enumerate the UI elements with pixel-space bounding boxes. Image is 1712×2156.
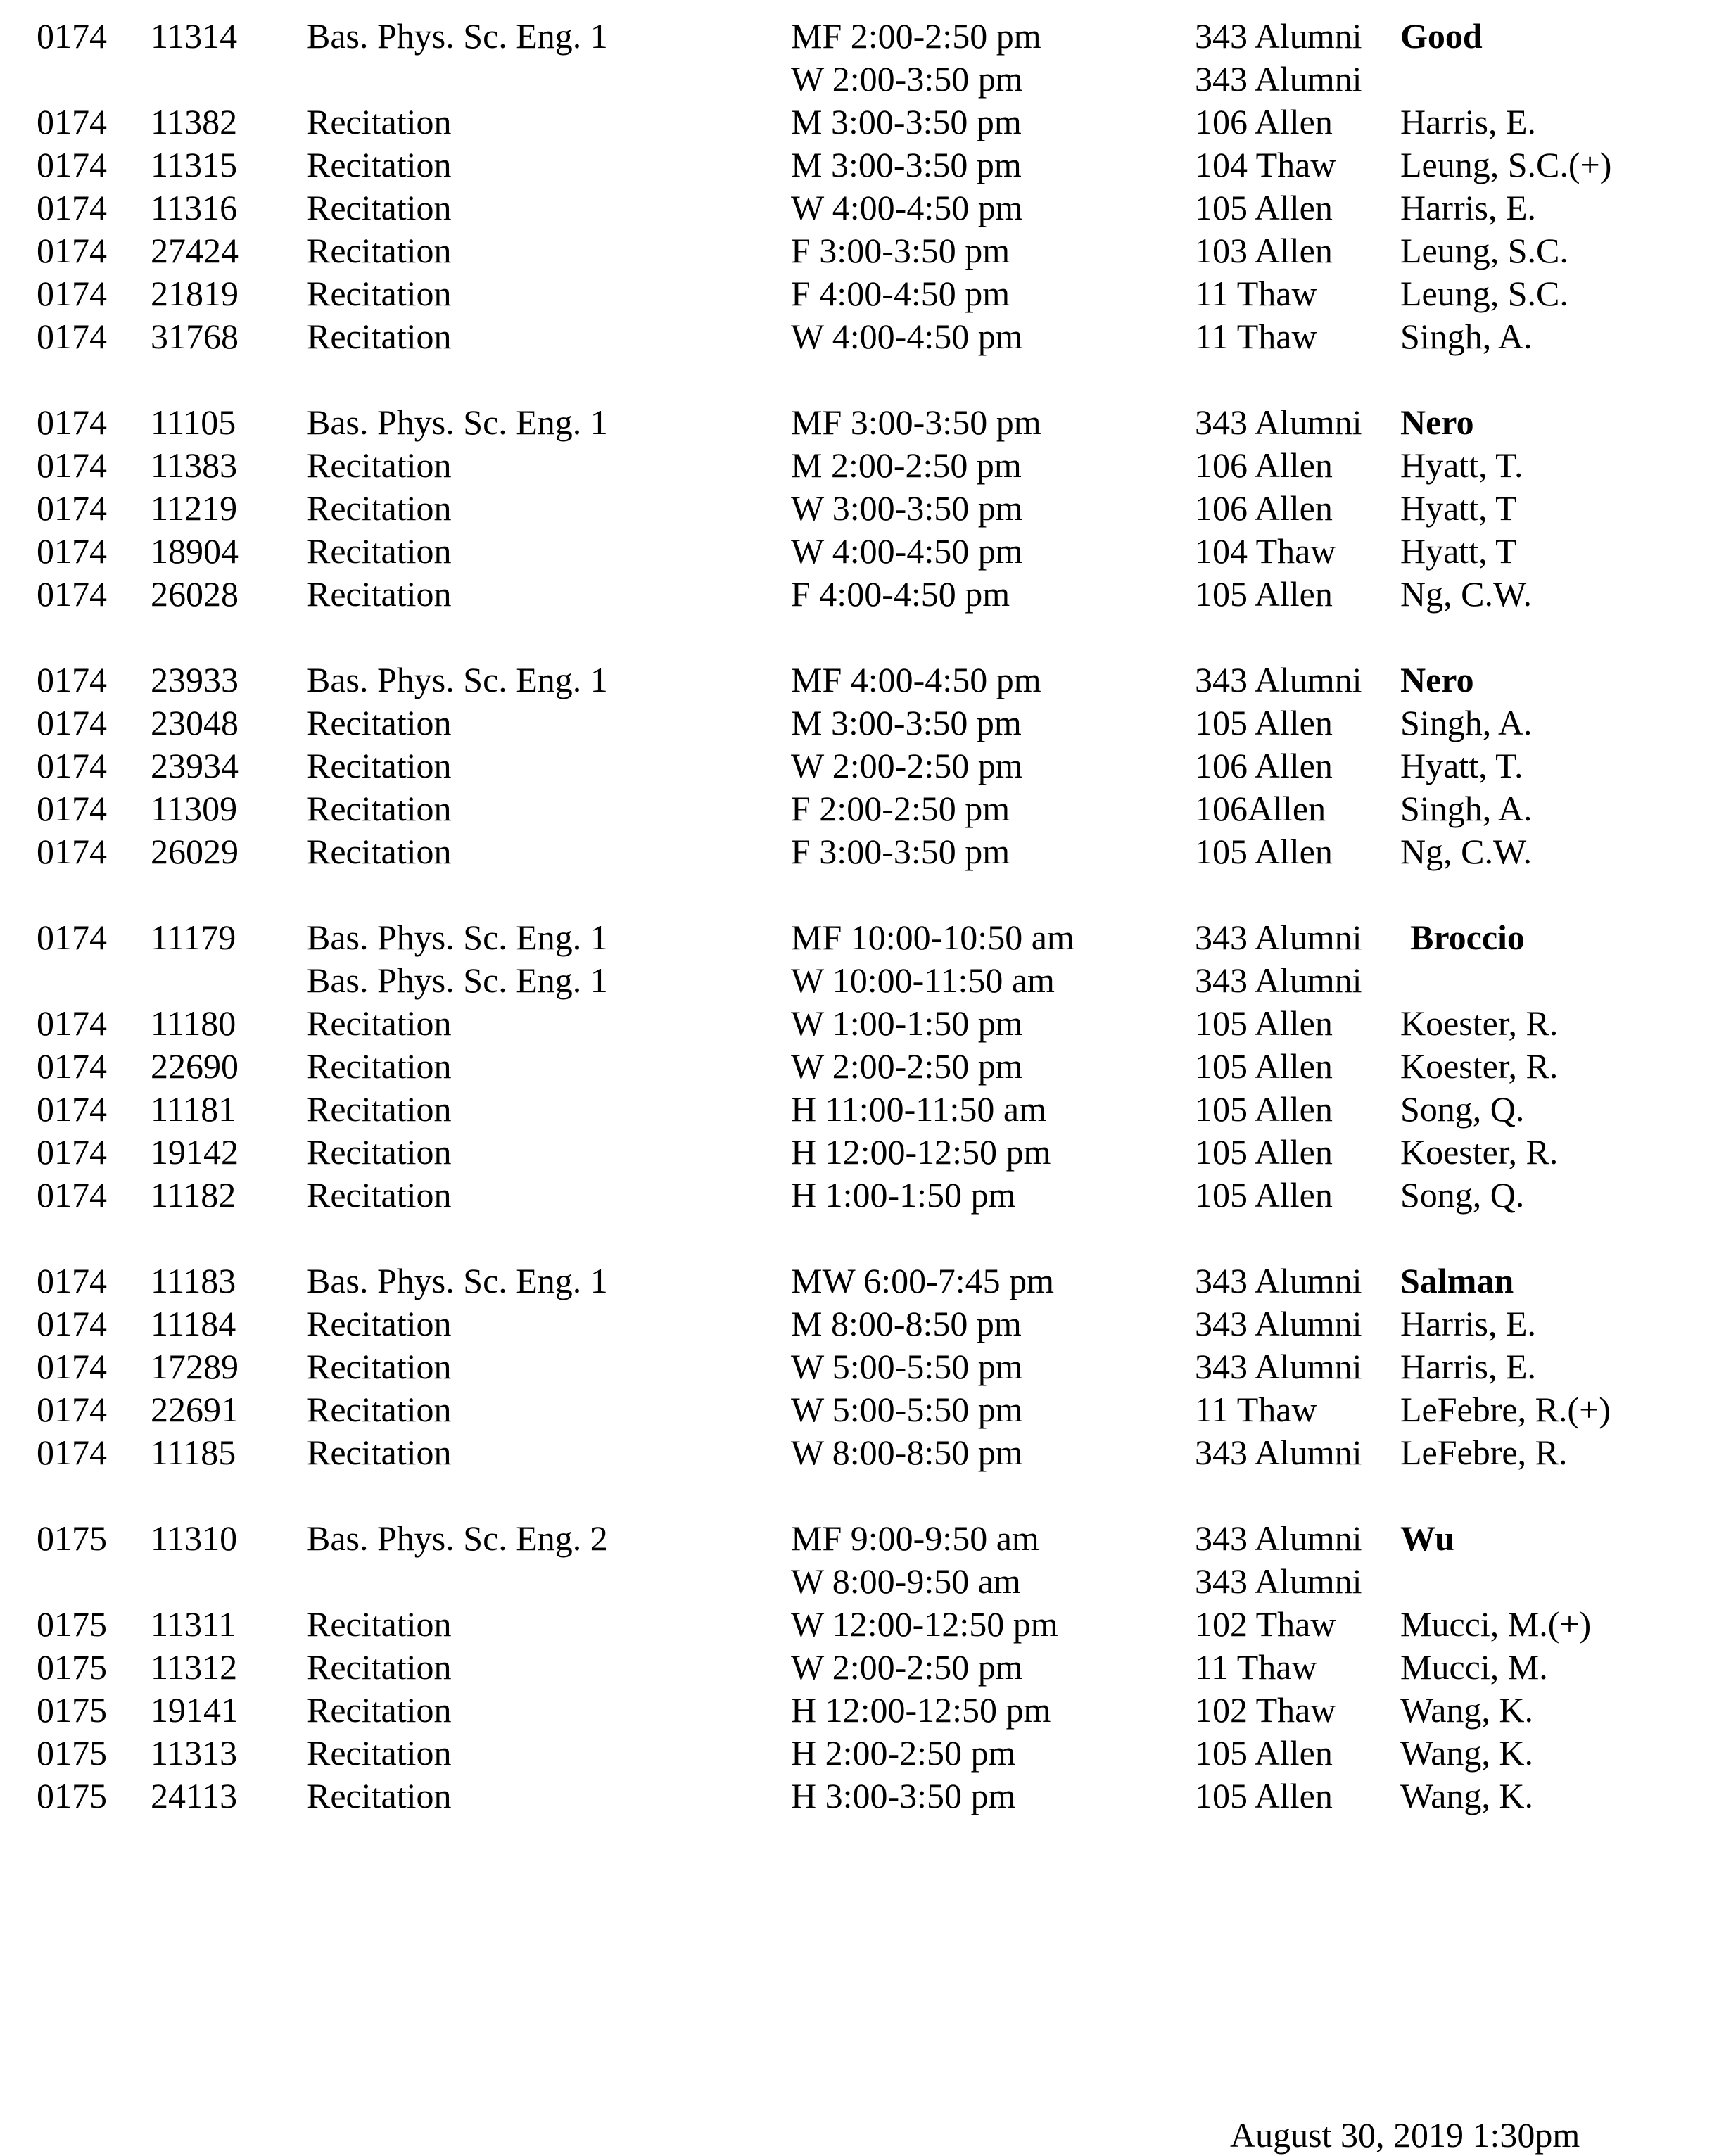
instructor: Song, Q. [1400, 1175, 1525, 1215]
instructor: LeFebre, R. [1400, 1433, 1568, 1472]
course-title: Bas. Phys. Sc. Eng. 1 [307, 660, 608, 699]
course-number: 0174 [37, 1003, 107, 1043]
room: 343 Alumni [1195, 660, 1362, 699]
meeting-time: M 2:00-2:50 pm [791, 445, 1022, 485]
course-number: 0175 [37, 1690, 107, 1730]
lecture-row [0, 1255, 1712, 1298]
meeting-time: W 2:00-2:50 pm [791, 746, 1023, 785]
class-number: 11185 [151, 1433, 236, 1472]
meeting-time: MF 4:00-4:50 pm [791, 660, 1041, 699]
room: 11 Thaw [1195, 317, 1317, 356]
class-number: 11182 [151, 1175, 236, 1215]
meeting-time: W 1:00-1:50 pm [791, 1003, 1023, 1043]
meeting-time: W 4:00-4:50 pm [791, 317, 1023, 356]
meeting-time: MF 2:00-2:50 pm [791, 16, 1041, 56]
room: 106 Allen [1195, 488, 1333, 528]
schedule-row [0, 1727, 1712, 1773]
schedule-row [0, 53, 1712, 99]
instructor: LeFebre, R.(+) [1400, 1390, 1611, 1429]
class-number: 26028 [151, 574, 239, 614]
class-number: 24113 [151, 1776, 238, 1815]
meeting-time: M 3:00-3:50 pm [791, 703, 1022, 742]
room: 105 Allen [1195, 1733, 1333, 1773]
meeting-time: MF 10:00-10:50 am [791, 918, 1074, 957]
room: 105 Allen [1195, 1003, 1333, 1043]
room: 105 Allen [1195, 1776, 1333, 1815]
schedule-row [0, 740, 1712, 785]
class-number: 11383 [151, 445, 238, 485]
instructor: Hyatt, T [1400, 488, 1517, 528]
course-title: Recitation [307, 145, 452, 184]
schedule-row [0, 1426, 1712, 1472]
room: 102 Thaw [1195, 1690, 1336, 1730]
schedule-table [0, 10, 1712, 1813]
room: 343 Alumni [1195, 1347, 1362, 1386]
course-number: 0174 [37, 16, 107, 56]
class-number: 23048 [151, 703, 239, 742]
course-title: Recitation [307, 1776, 452, 1815]
room: 11 Thaw [1195, 274, 1317, 313]
instructor: Singh, A. [1400, 317, 1533, 356]
class-number: 27424 [151, 231, 239, 270]
instructor: Hyatt, T [1400, 531, 1517, 571]
meeting-time: H 12:00-12:50 pm [791, 1132, 1051, 1172]
schedule-row [0, 1684, 1712, 1730]
instructor: Harris, E. [1400, 1347, 1536, 1386]
class-number: 11219 [151, 488, 238, 528]
course-number: 0174 [37, 789, 107, 828]
room: 343 Alumni [1195, 1304, 1362, 1343]
lecture-row [0, 396, 1712, 442]
room: 105 Allen [1195, 574, 1333, 614]
course-number: 0175 [37, 1647, 107, 1687]
meeting-time: MW 6:00-7:45 pm [791, 1261, 1055, 1300]
class-number: 11184 [151, 1304, 236, 1343]
section-spacer [0, 353, 1712, 396]
room: 103 Allen [1195, 231, 1333, 270]
meeting-time: W 12:00-12:50 pm [791, 1604, 1058, 1644]
meeting-time: W 5:00-5:50 pm [791, 1390, 1023, 1429]
course-title: Recitation [307, 1690, 452, 1730]
course-number: 0174 [37, 1433, 107, 1472]
course-number: 0174 [37, 1046, 107, 1086]
instructor: Harris, E. [1400, 188, 1536, 227]
course-title: Bas. Phys. Sc. Eng. 1 [307, 402, 608, 442]
schedule-row [0, 310, 1712, 356]
schedule-row [0, 525, 1712, 571]
meeting-time: W 8:00-9:50 am [791, 1561, 1021, 1601]
instructor: Nero [1400, 402, 1474, 442]
class-number: 11316 [151, 188, 238, 227]
meeting-time: H 2:00-2:50 pm [791, 1733, 1016, 1773]
course-number: 0174 [37, 1175, 107, 1215]
room: 104 Thaw [1195, 531, 1336, 571]
class-number: 11310 [151, 1518, 238, 1558]
course-title: Recitation [307, 531, 452, 571]
schedule-row [0, 997, 1712, 1043]
course-title: Recitation [307, 832, 452, 871]
room: 343 Alumni [1195, 960, 1362, 1000]
course-title: Bas. Phys. Sc. Eng. 1 [307, 1261, 608, 1300]
instructor: Nero [1400, 660, 1474, 699]
course-title: Recitation [307, 1046, 452, 1086]
course-number: 0175 [37, 1518, 107, 1558]
meeting-time: F 4:00-4:50 pm [791, 574, 1010, 614]
meeting-time: M 8:00-8:50 pm [791, 1304, 1022, 1343]
class-number: 26029 [151, 832, 239, 871]
instructor: Wang, K. [1400, 1690, 1533, 1730]
meeting-time: W 2:00-3:50 pm [791, 59, 1023, 99]
course-title: Recitation [307, 488, 452, 528]
meeting-time: W 5:00-5:50 pm [791, 1347, 1023, 1386]
schedule-row [0, 182, 1712, 227]
instructor: Harris, E. [1400, 102, 1536, 141]
room: 105 Allen [1195, 1089, 1333, 1129]
course-number: 0174 [37, 102, 107, 141]
meeting-time: H 12:00-12:50 pm [791, 1690, 1051, 1730]
course-number: 0174 [37, 1390, 107, 1429]
course-title: Recitation [307, 188, 452, 227]
instructor: Koester, R. [1400, 1003, 1559, 1043]
course-number: 0175 [37, 1604, 107, 1644]
class-number: 31768 [151, 317, 239, 356]
meeting-time: F 3:00-3:50 pm [791, 832, 1010, 871]
schedule-row [0, 1770, 1712, 1813]
meeting-time: H 11:00-11:50 am [791, 1089, 1046, 1129]
meeting-time: H 3:00-3:50 pm [791, 1776, 1016, 1815]
class-number: 19142 [151, 1132, 239, 1172]
course-title: Recitation [307, 789, 452, 828]
schedule-row [0, 224, 1712, 270]
section-spacer [0, 1469, 1712, 1512]
instructor: Leung, S.C.(+) [1400, 145, 1612, 184]
room: 343 Alumni [1195, 16, 1362, 56]
course-title: Recitation [307, 1175, 452, 1215]
room: 105 Allen [1195, 703, 1333, 742]
schedule-row [0, 954, 1712, 1000]
course-title: Recitation [307, 445, 452, 485]
schedule-row [0, 697, 1712, 740]
course-number: 0174 [37, 1347, 107, 1386]
schedule-row [0, 139, 1712, 182]
class-number: 11105 [151, 402, 236, 442]
schedule-row [0, 568, 1712, 614]
schedule-row [0, 782, 1712, 828]
class-number: 11179 [151, 918, 236, 957]
course-title: Recitation [307, 746, 452, 785]
instructor: Broccio [1410, 918, 1525, 957]
instructor: Wu [1400, 1518, 1454, 1558]
schedule-row [0, 482, 1712, 528]
instructor: Leung, S.C. [1400, 231, 1568, 270]
schedule-row [0, 1083, 1712, 1129]
instructor: Harris, E. [1400, 1304, 1536, 1343]
meeting-time: M 3:00-3:50 pm [791, 102, 1022, 141]
course-title: Bas. Phys. Sc. Eng. 1 [307, 960, 608, 1000]
room: 106 Allen [1195, 445, 1333, 485]
room: 106 Allen [1195, 746, 1333, 785]
room: 104 Thaw [1195, 145, 1336, 184]
course-title: Bas. Phys. Sc. Eng. 1 [307, 918, 608, 957]
instructor: Ng, C.W. [1400, 574, 1533, 614]
course-number: 0175 [37, 1733, 107, 1773]
lecture-row [0, 654, 1712, 697]
schedule-row [0, 825, 1712, 871]
course-number: 0174 [37, 445, 107, 485]
room: 343 Alumni [1195, 1261, 1362, 1300]
lecture-row [0, 911, 1712, 957]
course-number: 0174 [37, 402, 107, 442]
section-spacer [0, 868, 1712, 911]
room: 11 Thaw [1195, 1647, 1317, 1687]
instructor: Singh, A. [1400, 789, 1533, 828]
course-title: Recitation [307, 102, 452, 141]
meeting-time: W 2:00-2:50 pm [791, 1647, 1023, 1687]
room: 343 Alumni [1195, 1561, 1362, 1601]
instructor: Koester, R. [1400, 1046, 1559, 1086]
course-number: 0174 [37, 274, 107, 313]
instructor: Mucci, M. [1400, 1647, 1548, 1687]
course-title: Bas. Phys. Sc. Eng. 2 [307, 1518, 608, 1558]
course-title: Recitation [307, 703, 452, 742]
class-number: 22691 [151, 1390, 239, 1429]
schedule-row [0, 1555, 1712, 1601]
lecture-row [0, 1512, 1712, 1558]
class-number: 11309 [151, 789, 238, 828]
course-number: 0174 [37, 746, 107, 785]
class-number: 11313 [151, 1733, 238, 1773]
room: 106Allen [1195, 789, 1326, 828]
room: 343 Alumni [1195, 1433, 1362, 1472]
room: 11 Thaw [1195, 1390, 1317, 1429]
meeting-time: W 2:00-2:50 pm [791, 1046, 1023, 1086]
meeting-time: W 4:00-4:50 pm [791, 531, 1023, 571]
schedule-row [0, 1598, 1712, 1644]
meeting-time: W 8:00-8:50 pm [791, 1433, 1023, 1472]
course-title: Recitation [307, 317, 452, 356]
course-title: Recitation [307, 1390, 452, 1429]
class-number: 17289 [151, 1347, 239, 1386]
class-number: 11382 [151, 102, 238, 141]
class-number: 11315 [151, 145, 238, 184]
room: 343 Alumni [1195, 402, 1362, 442]
course-title: Bas. Phys. Sc. Eng. 1 [307, 16, 608, 56]
schedule-row [0, 1641, 1712, 1687]
schedule-row [0, 439, 1712, 485]
section-spacer [0, 611, 1712, 654]
room: 105 Allen [1195, 1132, 1333, 1172]
course-title: Recitation [307, 1003, 452, 1043]
schedule-row [0, 1383, 1712, 1429]
course-number: 0174 [37, 660, 107, 699]
room: 343 Alumni [1195, 918, 1362, 957]
course-title: Recitation [307, 231, 452, 270]
course-number: 0174 [37, 231, 107, 270]
room: 343 Alumni [1195, 1518, 1362, 1558]
class-number: 11311 [151, 1604, 236, 1644]
schedule-row [0, 1169, 1712, 1215]
meeting-time: W 10:00-11:50 am [791, 960, 1055, 1000]
instructor: Singh, A. [1400, 703, 1533, 742]
course-number: 0174 [37, 531, 107, 571]
schedule-row [0, 1298, 1712, 1343]
meeting-time: F 3:00-3:50 pm [791, 231, 1010, 270]
instructor: Good [1400, 16, 1483, 56]
room: 106 Allen [1195, 102, 1333, 141]
instructor: Hyatt, T. [1400, 746, 1523, 785]
schedule-row [0, 1040, 1712, 1086]
instructor: Hyatt, T. [1400, 445, 1523, 485]
class-number: 18904 [151, 531, 239, 571]
meeting-time: M 3:00-3:50 pm [791, 145, 1022, 184]
meeting-time: MF 3:00-3:50 pm [791, 402, 1041, 442]
course-number: 0174 [37, 145, 107, 184]
class-number: 11314 [151, 16, 238, 56]
instructor: Song, Q. [1400, 1089, 1525, 1129]
course-title: Recitation [307, 274, 452, 313]
meeting-time: W 3:00-3:50 pm [791, 488, 1023, 528]
course-title: Recitation [307, 1733, 452, 1773]
course-number: 0174 [37, 1261, 107, 1300]
instructor: Wang, K. [1400, 1776, 1533, 1815]
course-title: Recitation [307, 1433, 452, 1472]
instructor: Leung, S.C. [1400, 274, 1568, 313]
meeting-time: MF 9:00-9:50 am [791, 1518, 1039, 1558]
instructor: Ng, C.W. [1400, 832, 1533, 871]
schedule-row [0, 267, 1712, 313]
class-number: 22690 [151, 1046, 239, 1086]
schedule-row [0, 1340, 1712, 1386]
course-number: 0174 [37, 574, 107, 614]
course-title: Recitation [307, 1089, 452, 1129]
instructor: Salman [1400, 1261, 1514, 1300]
room: 105 Allen [1195, 832, 1333, 871]
course-title: Recitation [307, 1604, 452, 1644]
class-number: 11181 [151, 1089, 236, 1129]
instructor: Wang, K. [1400, 1733, 1533, 1773]
section-spacer [0, 1212, 1712, 1255]
class-number: 11312 [151, 1647, 238, 1687]
room: 343 Alumni [1195, 59, 1362, 99]
room: 105 Allen [1195, 188, 1333, 227]
course-number: 0175 [37, 1776, 107, 1815]
course-title: Recitation [307, 574, 452, 614]
course-title: Recitation [307, 1132, 452, 1172]
lecture-row [0, 10, 1712, 56]
class-number: 19141 [151, 1690, 239, 1730]
footer-timestamp: August 30, 2019 1:30pm [1230, 2115, 1580, 2155]
course-number: 0174 [37, 1304, 107, 1343]
class-number: 11183 [151, 1261, 236, 1300]
course-number: 0174 [37, 317, 107, 356]
class-number: 23934 [151, 746, 239, 785]
schedule-row [0, 96, 1712, 139]
room: 102 Thaw [1195, 1604, 1336, 1644]
course-number: 0174 [37, 1132, 107, 1172]
schedule-row [0, 1126, 1712, 1172]
instructor: Koester, R. [1400, 1132, 1559, 1172]
class-number: 21819 [151, 274, 239, 313]
course-number: 0174 [37, 188, 107, 227]
course-number: 0174 [37, 1089, 107, 1129]
course-number: 0174 [37, 832, 107, 871]
course-number: 0174 [37, 703, 107, 742]
meeting-time: F 2:00-2:50 pm [791, 789, 1010, 828]
class-number: 23933 [151, 660, 239, 699]
course-number: 0174 [37, 488, 107, 528]
instructor: Mucci, M.(+) [1400, 1604, 1592, 1644]
course-number: 0174 [37, 918, 107, 957]
room: 105 Allen [1195, 1046, 1333, 1086]
course-title: Recitation [307, 1347, 452, 1386]
meeting-time: W 4:00-4:50 pm [791, 188, 1023, 227]
room: 105 Allen [1195, 1175, 1333, 1215]
meeting-time: H 1:00-1:50 pm [791, 1175, 1016, 1215]
meeting-time: F 4:00-4:50 pm [791, 274, 1010, 313]
class-number: 11180 [151, 1003, 236, 1043]
course-title: Recitation [307, 1304, 452, 1343]
course-title: Recitation [307, 1647, 452, 1687]
